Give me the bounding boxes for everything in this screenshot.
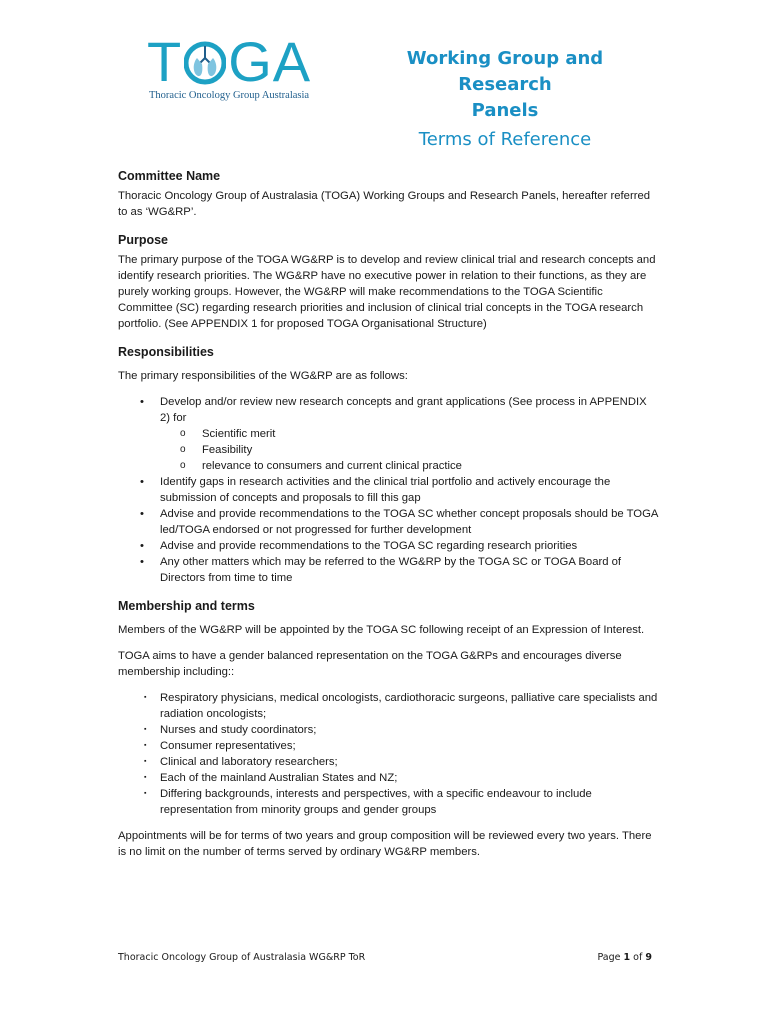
- document-title: [360, 46, 650, 154]
- purpose-heading: Purpose: [118, 233, 169, 247]
- logo-letters-ga: GA: [228, 30, 312, 93]
- list-item: ▪ Clinical and laboratory researchers;: [118, 754, 658, 770]
- lungs-icon: [184, 36, 226, 86]
- logo-letter-t: T: [147, 30, 183, 93]
- committee-text: Thoracic Oncology Group of Australasia (TOGA) Working Groups and Research Panels, hereafter referred to as ‘WG&RP’.: [118, 190, 651, 218]
- document-body: [118, 168, 658, 872]
- list-item: ▪ Consumer representatives;: [118, 738, 658, 754]
- sub-list-item: o Scientific merit: [118, 426, 658, 442]
- page-word: Page: [597, 952, 621, 963]
- list-item: ▪ Respiratory physicians, medical oncologists, cardiothoracic surgeons, palliative care specialists and radiation oncologists;: [118, 690, 658, 722]
- total-pages: 9: [645, 952, 652, 963]
- of-word: of: [633, 952, 643, 963]
- purpose-text: The primary purpose of the TOGA WG&RP is to develop and review clinical trial and research concepts and identify research priorities. The WG&RP have no executive power in relation to their functions, as they are purely working groups. However, the WG&RP will make recommendations to the TOGA Scientific Committee (SC) regarding research priorities and inclusion of clinical trial concepts in the TOGA research portfolio. (See APPENDIX 1 for proposed TOGA Organisational Structure): [118, 254, 656, 330]
- list-item: ▪ Each of the mainland Australian States and NZ;: [118, 770, 658, 786]
- responsibilities-list: [118, 394, 658, 586]
- criteria-sublist: [118, 426, 658, 474]
- membership-p1: Members of the WG&RP will be appointed by the TOGA SC following receipt of an Expression of Interest.: [118, 624, 645, 636]
- title-line-3: Terms of Reference: [418, 129, 592, 150]
- membership-list: [118, 690, 658, 818]
- committee-section: [118, 168, 658, 220]
- membership-section: [118, 598, 658, 860]
- list-item: • Any other matters which may be referred to the WG&RP by the TOGA SC or TOGA Board of Directors from time to time: [118, 554, 658, 586]
- page-number: [597, 952, 652, 963]
- list-item: • Identify gaps in research activities and the clinical trial portfolio and actively encourage the submission of concepts and proposals to fill this gap: [118, 474, 658, 506]
- purpose-section: [118, 232, 658, 332]
- title-line-1: Working Group and Research: [406, 48, 604, 95]
- membership-p2: TOGA aims to have a gender balanced representation on the TOGA G&RPs and encourages diverse membership including::: [118, 650, 622, 678]
- sub-list-item: o relevance to consumers and current clinical practice: [118, 458, 658, 474]
- list-item: ▪ Differing backgrounds, interests and perspectives, with a specific endeavour to include representation from minority groups and gender groups: [118, 786, 658, 818]
- logo-subtitle: Thoracic Oncology Group Australasia: [149, 90, 310, 101]
- membership-p3: Appointments will be for terms of two years and group composition will be reviewed every two years. There is no limit on the number of terms served by ordinary WG&RP members.: [118, 830, 652, 858]
- logo-wordmark: [147, 30, 312, 93]
- current-page: 1: [623, 952, 631, 963]
- list-item: [118, 394, 658, 474]
- sub-list-item: o Feasibility: [118, 442, 658, 458]
- title-line-2: Panels: [471, 100, 539, 121]
- footer-document-name: Thoracic Oncology Group of Australasia WG&RP ToR: [118, 952, 366, 963]
- list-item: • Advise and provide recommendations to the TOGA SC regarding research priorities: [118, 538, 658, 554]
- committee-heading: Committee Name: [118, 169, 221, 183]
- responsibility-1: Develop and/or review new research concepts and grant applications (See process in APPENDIX 2) for: [160, 396, 647, 424]
- responsibilities-heading: Responsibilities: [118, 345, 214, 359]
- toga-logo: [147, 30, 327, 104]
- list-item: ▪ Nurses and study coordinators;: [118, 722, 658, 738]
- responsibilities-section: [118, 344, 658, 586]
- responsibilities-intro: The primary responsibilities of the WG&RP are as follows:: [118, 370, 408, 382]
- list-item: • Advise and provide recommendations to the TOGA SC whether concept proposals should be TOGA led/TOGA endorsed or not progressed for further development: [118, 506, 658, 538]
- membership-heading: Membership and terms: [118, 599, 255, 613]
